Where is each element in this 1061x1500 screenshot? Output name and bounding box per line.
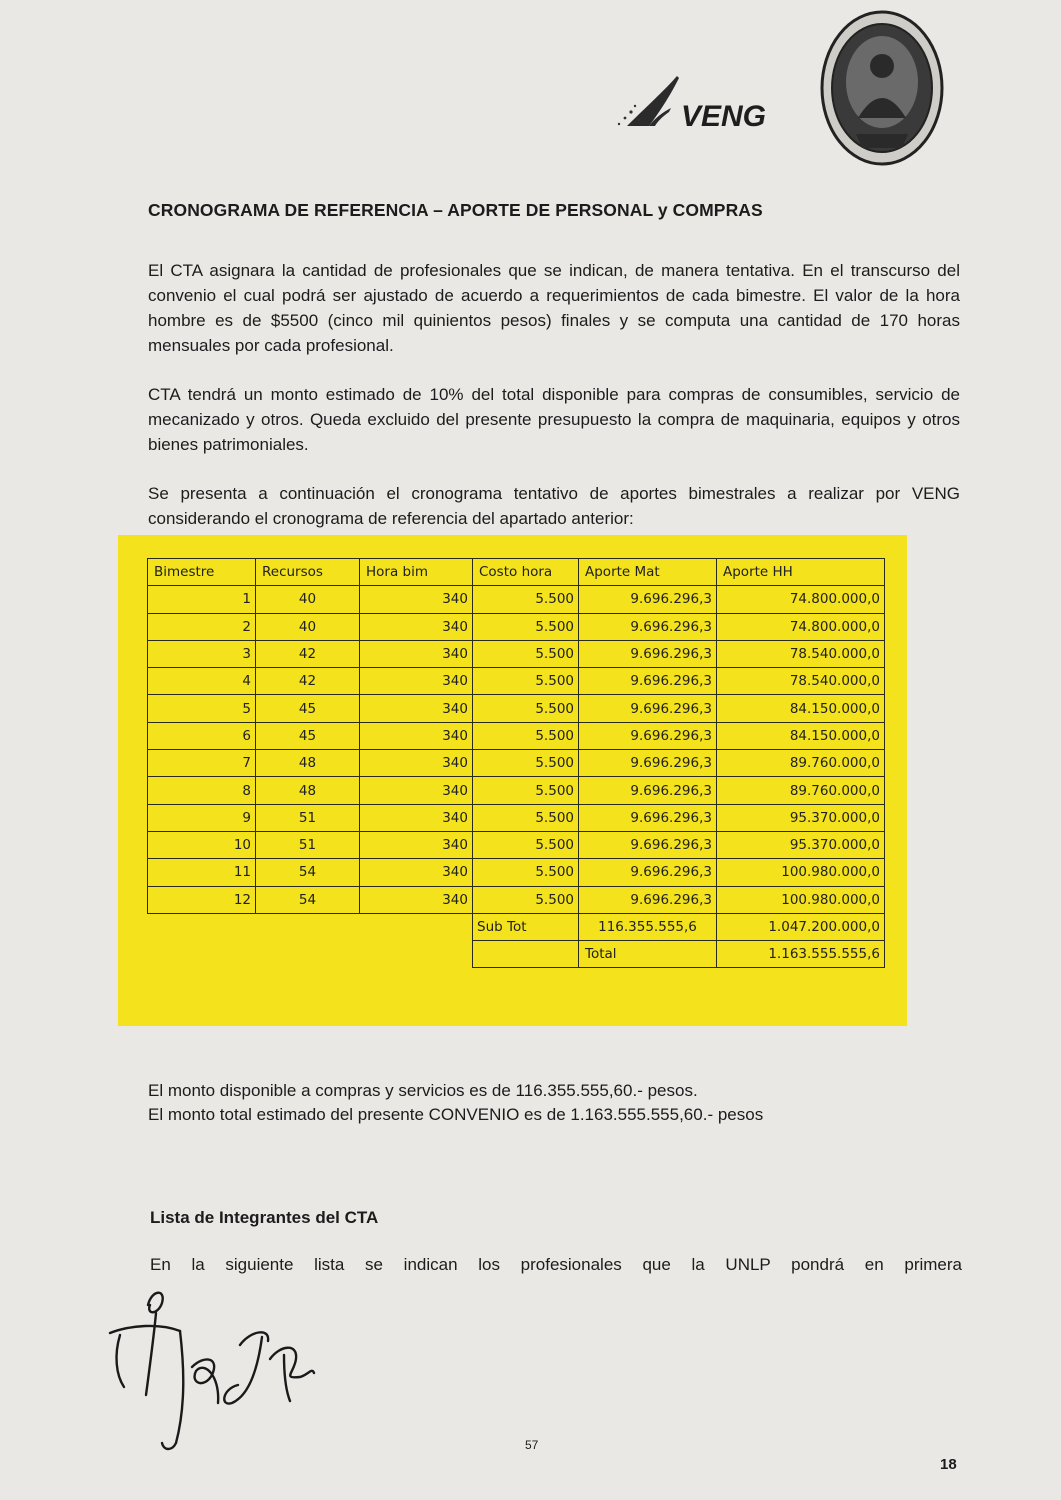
cell-aporte-mat: 9.696.296,3 xyxy=(579,750,717,777)
cell-hora-bim: 340 xyxy=(360,695,473,722)
cell-hora-bim: 340 xyxy=(360,586,473,613)
university-seal-icon xyxy=(818,8,946,168)
cell-aporte-mat: 9.696.296,3 xyxy=(579,886,717,913)
table-row xyxy=(148,668,885,695)
header-bimestre: Bimestre xyxy=(148,559,256,586)
cell-aporte-mat: 9.696.296,3 xyxy=(579,695,717,722)
cell-bimestre: 2 xyxy=(148,613,256,640)
cell-recursos: 42 xyxy=(256,668,360,695)
cell-bimestre: 9 xyxy=(148,804,256,831)
cell-costo-hora: 5.500 xyxy=(473,859,579,886)
subtotal-hh: 1.047.200.000,0 xyxy=(717,913,885,940)
cell-bimestre: 7 xyxy=(148,750,256,777)
cell-aporte-mat: 9.696.296,3 xyxy=(579,668,717,695)
cell-recursos: 45 xyxy=(256,695,360,722)
cell-hora-bim: 340 xyxy=(360,859,473,886)
cell-recursos: 40 xyxy=(256,586,360,613)
cell-recursos: 45 xyxy=(256,722,360,749)
cell-costo-hora: 5.500 xyxy=(473,640,579,667)
cell-recursos: 51 xyxy=(256,804,360,831)
cell-hora-bim: 340 xyxy=(360,722,473,749)
cell-bimestre: 1 xyxy=(148,586,256,613)
cell-aporte-mat: 9.696.296,3 xyxy=(579,640,717,667)
cell-aporte-hh: 89.760.000,0 xyxy=(717,750,885,777)
header-aporte-mat: Aporte Mat xyxy=(579,559,717,586)
cell-bimestre: 8 xyxy=(148,777,256,804)
header-costo-hora: Costo hora xyxy=(473,559,579,586)
total-amount-text: El monto total estimado del presente CONVENIO es de 1.163.555.555,60.- pesos xyxy=(148,1105,764,1124)
cell-bimestre: 4 xyxy=(148,668,256,695)
page-title: CRONOGRAMA DE REFERENCIA – APORTE DE PERSONAL y COMPRAS xyxy=(148,200,763,220)
cell-aporte-hh: 78.540.000,0 xyxy=(717,668,885,695)
cell-aporte-mat: 9.696.296,3 xyxy=(579,804,717,831)
purchases-paragraph: CTA tendrá un monto estimado de 10% del total disponible para compras de consumibles, servicio de mecanizado y otros. Queda excluido del presente presupuesto la compra de maquinaria, equipos y otros bienes patrimoniales. xyxy=(148,385,960,454)
cell-aporte-hh: 78.540.000,0 xyxy=(717,640,885,667)
cell-costo-hora: 5.500 xyxy=(473,831,579,858)
cell-costo-hora: 5.500 xyxy=(473,722,579,749)
cell-recursos: 51 xyxy=(256,831,360,858)
cell-hora-bim: 340 xyxy=(360,613,473,640)
table-row xyxy=(148,722,885,749)
veng-logo xyxy=(605,68,785,138)
cell-aporte-hh: 74.800.000,0 xyxy=(717,613,885,640)
veng-logo-text: VENG xyxy=(681,100,767,133)
table-row xyxy=(148,777,885,804)
cell-hora-bim: 340 xyxy=(360,777,473,804)
subtotal-label: Sub Tot xyxy=(473,913,579,940)
table-row xyxy=(148,831,885,858)
table-row xyxy=(148,886,885,913)
cell-hora-bim: 340 xyxy=(360,668,473,695)
section-heading: Lista de Integrantes del CTA xyxy=(150,1208,379,1227)
table-row xyxy=(148,750,885,777)
cell-costo-hora: 5.500 xyxy=(473,586,579,613)
cell-recursos: 48 xyxy=(256,777,360,804)
cell-recursos: 42 xyxy=(256,640,360,667)
cell-aporte-hh: 89.760.000,0 xyxy=(717,777,885,804)
signature-icon xyxy=(100,1275,330,1465)
header-aporte-hh: Aporte HH xyxy=(717,559,885,586)
cell-aporte-hh: 100.980.000,0 xyxy=(717,886,885,913)
cell-aporte-mat: 9.696.296,3 xyxy=(579,859,717,886)
cell-hora-bim: 340 xyxy=(360,750,473,777)
cell-recursos: 40 xyxy=(256,613,360,640)
subtotal-mat: 116.355.555,6 xyxy=(579,913,717,940)
subtotal-row xyxy=(148,913,885,940)
cell-bimestre: 5 xyxy=(148,695,256,722)
cell-bimestre: 3 xyxy=(148,640,256,667)
cell-aporte-hh: 100.980.000,0 xyxy=(717,859,885,886)
cell-bimestre: 10 xyxy=(148,831,256,858)
section-paragraph: En la siguiente lista se indican los profesionales que la UNLP pondrá en primera xyxy=(150,1255,962,1274)
cell-aporte-mat: 9.696.296,3 xyxy=(579,586,717,613)
header-hora-bim: Hora bim xyxy=(360,559,473,586)
cell-bimestre: 12 xyxy=(148,886,256,913)
cell-bimestre: 6 xyxy=(148,722,256,749)
cell-aporte-hh: 84.150.000,0 xyxy=(717,722,885,749)
cell-aporte-hh: 95.370.000,0 xyxy=(717,831,885,858)
cell-recursos: 54 xyxy=(256,859,360,886)
purchases-amount-text: El monto disponible a compras y servicios es de 116.355.555,60.- pesos. xyxy=(148,1081,698,1100)
cell-aporte-mat: 9.696.296,3 xyxy=(579,777,717,804)
header-recursos: Recursos xyxy=(256,559,360,586)
table-row xyxy=(148,586,885,613)
table-row xyxy=(148,695,885,722)
cell-costo-hora: 5.500 xyxy=(473,777,579,804)
cell-aporte-mat: 9.696.296,3 xyxy=(579,613,717,640)
cell-hora-bim: 340 xyxy=(360,804,473,831)
total-row xyxy=(148,941,885,968)
cell-costo-hora: 5.500 xyxy=(473,750,579,777)
schedule-table xyxy=(147,558,885,968)
cell-aporte-hh: 84.150.000,0 xyxy=(717,695,885,722)
schedule-intro-paragraph: Se presenta a continuación el cronograma tentativo de aportes bimestrales a realizar por VENG considerando el cronograma de referencia del apartado anterior: xyxy=(148,484,960,528)
cell-recursos: 54 xyxy=(256,886,360,913)
intro-paragraph: El CTA asignara la cantidad de profesionales que se indican, de manera tentativa. En el transcurso del convenio el cual podrá ser ajustado de acuerdo a requerimientos de cada bimestre. El valor de la hora hombre es de $5500 (cinco mil quinientos pesos) finales y se computa una cantidad de 170 horas mensuales por cada profesional. xyxy=(148,261,960,355)
table-row xyxy=(148,804,885,831)
table-row xyxy=(148,640,885,667)
cell-hora-bim: 340 xyxy=(360,640,473,667)
table-row xyxy=(148,859,885,886)
cell-aporte-mat: 9.696.296,3 xyxy=(579,831,717,858)
table-row xyxy=(148,613,885,640)
cell-hora-bim: 340 xyxy=(360,886,473,913)
cell-costo-hora: 5.500 xyxy=(473,886,579,913)
cell-recursos: 48 xyxy=(256,750,360,777)
table-header-row xyxy=(148,559,885,586)
cell-aporte-hh: 74.800.000,0 xyxy=(717,586,885,613)
total-value: 1.163.555.555,6 xyxy=(717,941,885,968)
cell-costo-hora: 5.500 xyxy=(473,695,579,722)
page-number-small: 57 xyxy=(525,1438,539,1452)
cell-costo-hora: 5.500 xyxy=(473,613,579,640)
cell-aporte-hh: 95.370.000,0 xyxy=(717,804,885,831)
cell-costo-hora: 5.500 xyxy=(473,804,579,831)
total-label: Total xyxy=(579,941,717,968)
page-number: 18 xyxy=(940,1456,957,1473)
cell-costo-hora: 5.500 xyxy=(473,668,579,695)
cell-hora-bim: 340 xyxy=(360,831,473,858)
cell-aporte-mat: 9.696.296,3 xyxy=(579,722,717,749)
cell-bimestre: 11 xyxy=(148,859,256,886)
